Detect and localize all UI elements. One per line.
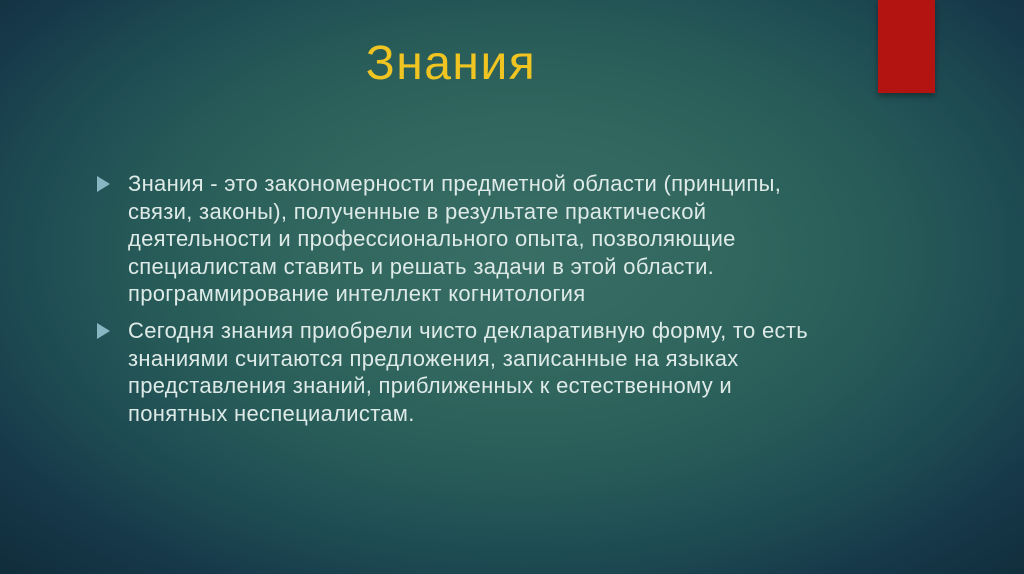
bullet-arrow-icon <box>97 176 110 192</box>
bullet-arrow-icon <box>97 323 110 339</box>
bullet-item <box>97 317 907 427</box>
bullet-text-line: знаниями считаются предложения, записанные на языках <box>128 345 739 371</box>
bullet-text-line: связи, законы), полученные в результате практической <box>128 198 707 224</box>
bullet-text-line: программирование интеллект когнитология <box>128 281 586 307</box>
bullet-text <box>128 317 907 427</box>
bullet-text-line: Сегодня знания приобрели чисто декларативную форму, то есть <box>128 317 808 343</box>
bullet-list <box>97 170 907 436</box>
bullet-text <box>128 170 907 308</box>
bullet-text-line: специалистам ставить и решать задачи в этой области. <box>128 253 715 279</box>
red-accent-bar <box>878 0 935 93</box>
slide-title: Знания <box>365 37 537 90</box>
bullet-text-line: Знания - это закономерности предметной области (принципы, <box>128 171 782 196</box>
bullet-text-line: деятельности и профессионального опыта, позволяющие <box>128 226 736 252</box>
bullet-text-line: представления знаний, приближенных к естественному и <box>128 373 732 399</box>
bullet-text-line: понятных неспециалистам. <box>128 400 415 426</box>
bullet-item <box>97 170 907 308</box>
